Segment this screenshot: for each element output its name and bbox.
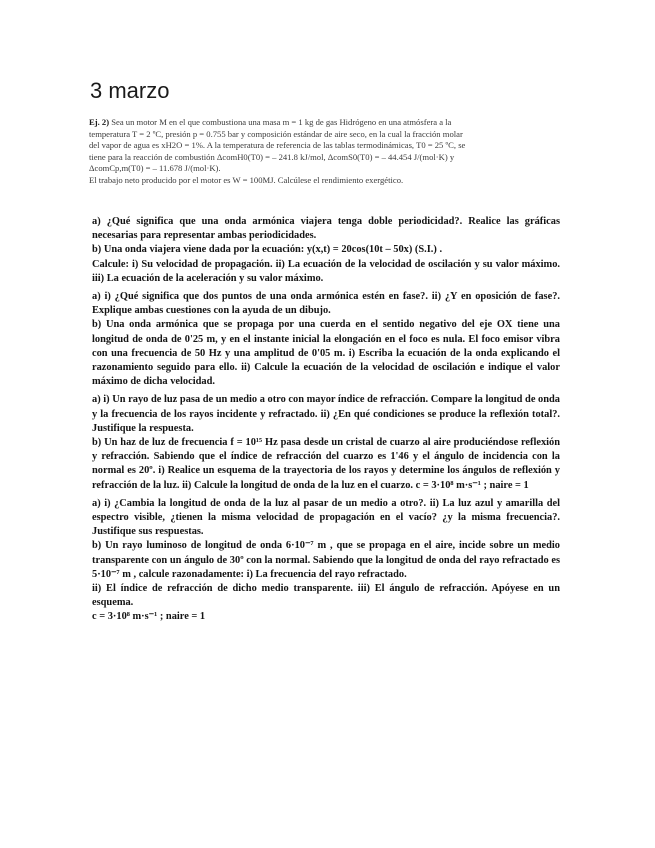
- problem-list: [92, 215, 560, 629]
- exercise-line: tiene para la reacción de combustión ΔcomH0(T0) = – 241.8 kJ/mol, ΔcomS0(T0) = – 44.454 J/(mol·K) y: [89, 151, 455, 162]
- exercise-statement: [89, 117, 559, 187]
- problem-text: b) Una onda armónica que se propaga por una cuerda en el sentido negativo del eje OX tiene una longitud de onda de 0'25 m, y en el instante inicial la elongación en el foco es nula. El foco emisor vibra con una frecuencia de 50 Hz y una amplitud de 0'05 m. i) Escriba la ecuación de la onda explicando el razonamiento seguido para ello. ii) Calcule la ecuación de la velocidad de oscilación e indique el valor máximo de dicha velocidad.: [92, 319, 560, 388]
- problem-text: b) Una onda viajera viene dada por la ecuación: y(x,t) = 20cos(10t – 50x) (S.I.) .: [92, 244, 443, 256]
- problem-text: a) i) Un rayo de luz pasa de un medio a otro con mayor índice de refracción. Compare la longitud de onda y la frecuencia de los rayos incidente y refractado. ii) ¿En qué condiciones se produce la reflexión total?. Justifique la respuesta.: [92, 394, 560, 434]
- page-title: 3 marzo: [90, 78, 170, 103]
- problem-block-1: [92, 215, 560, 286]
- problem-text: c = 3·10⁸ m·s⁻¹ ; naire = 1: [92, 611, 206, 623]
- problem-text: a) i) ¿Cambia la longitud de onda de la luz al pasar de un medio a otro?. ii) La luz azul y amarilla del espectro visible, ¿tienen la misma velocidad de propagación en el vacío? ¿y la misma frecuencia?. Justifique sus respuestas.: [92, 497, 560, 538]
- problem-block-2: [92, 290, 560, 389]
- exercise-line: Ej. 2) Sea un motor M en el que combustiona una masa m = 1 kg de gas Hidrógeno en una atmósfera a la: [89, 117, 452, 127]
- problem-block-3: [92, 393, 560, 492]
- exercise-label: Ej. 2): [89, 117, 110, 127]
- problem-text: b) Un rayo luminoso de longitud de onda 6·10⁻⁷ m , que se propaga en el aire, incide sobre un medio transparente con un ángulo de 30º con la normal. Sabiendo que la longitud de onda del rayo refractado es 5·10⁻⁷ m , calcule razonadamente: i) La frecuencia del rayo refractado.: [92, 540, 560, 580]
- exercise-line: del vapor de agua es xH2O = 1%. A la temperatura de referencia de las tablas termodinámicas, T0 = 25 ºC, se: [89, 140, 466, 151]
- problem-text: a) i) ¿Qué significa que dos puntos de una onda armónica estén en fase?. ii) ¿Y en oposición de fase?. Explique ambas cuestiones con la ayuda de un dibujo.: [92, 291, 560, 317]
- problem-text: b) Un haz de luz de frecuencia f = 10¹⁵ Hz pasa desde un cristal de cuarzo al aire produciéndose reflexión y refracción. Sabiendo que el índice de refracción del cuarzo es 1'46 y el ángulo de incidencia con la normal es 20º. i) Realice un esquema de la trayectoria de los rayos y determine los ángulos de reflexión y refracción de la luz. ii) Calcule la longitud de onda de la luz en el cuarzo. c = 3·10⁸ m·s⁻¹ ; naire = 1: [92, 437, 560, 491]
- exercise-line: ΔcomCp,m(T0) = – 11.678 J/(mol·K).: [89, 163, 221, 174]
- exercise-line: El trabajo neto producido por el motor es W = 100MJ. Calcúlese el rendimiento exergético.: [89, 174, 404, 185]
- problem-block-4: [92, 497, 560, 625]
- problem-text: ii) El índice de refracción de dicho medio transparente. iii) El ángulo de refracción. Apóyese en un esquema.: [92, 583, 560, 609]
- problem-text: Calcule: i) Su velocidad de propagación. ii) La ecuación de la velocidad de oscilación y su valor máximo. iii) La ecuación de la aceleración y su valor máximo.: [92, 258, 560, 284]
- exercise-line: temperatura T = 2 ºC, presión p = 0.755 bar y composición estándar de aire seco, en la cual la fracción molar: [89, 128, 463, 139]
- problem-text: a) ¿Qué significa que una onda armónica viajera tenga doble periodicidad?. Realice las gráficas necesarias para representar ambas periodicidades.: [92, 216, 560, 242]
